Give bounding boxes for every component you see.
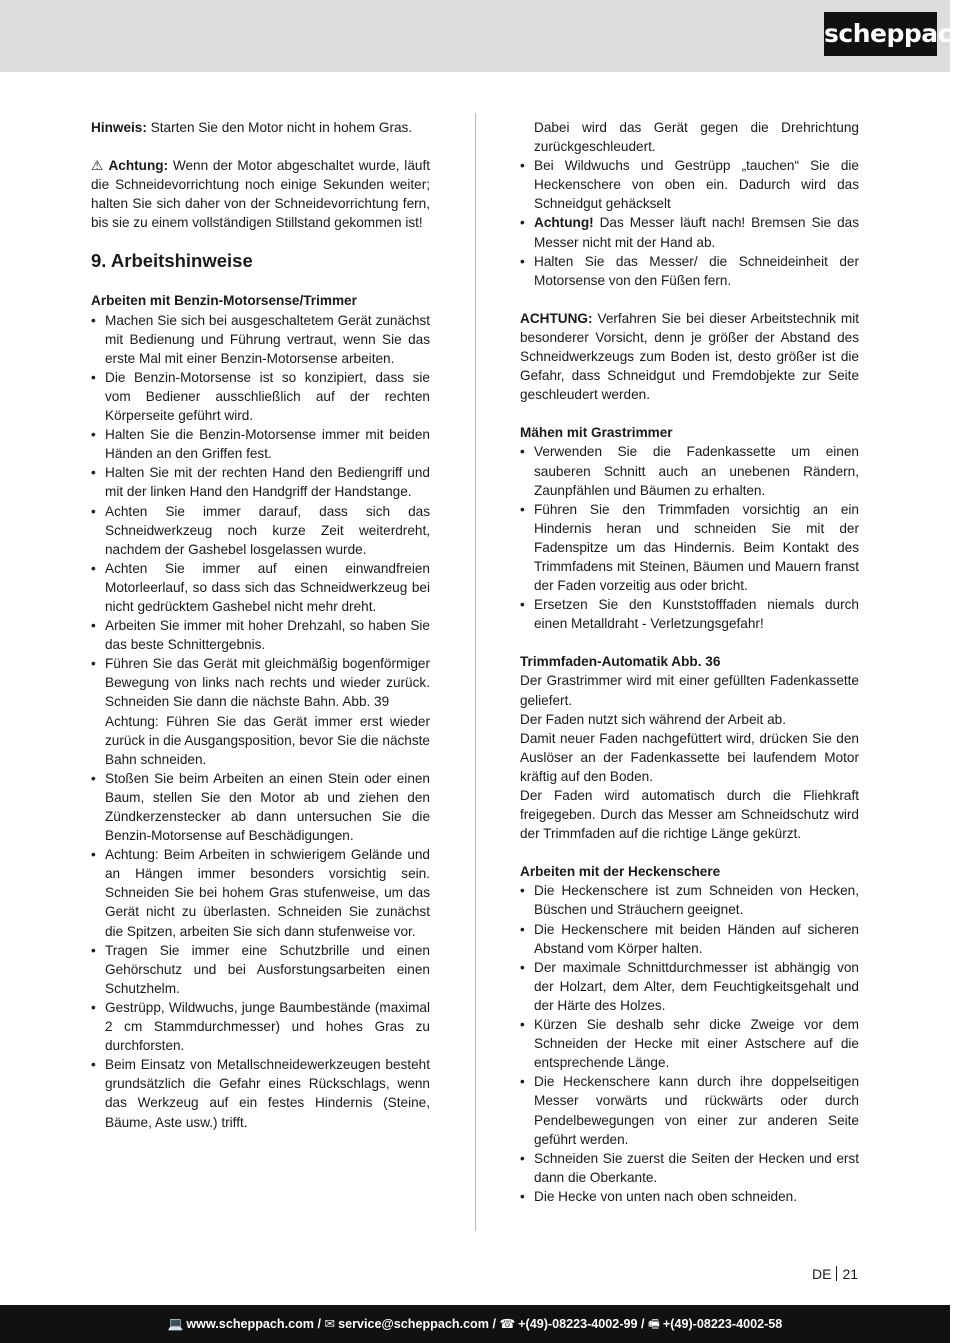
list-item: • Führen Sie den Trimmfaden vorsichtig an ein Hindernis heran und schneiden Sie mit der Fadenspitze um das Hindernis. Beim Kontakt des Trimmfadens mit Steinen, Bäumen und Mauern franst der Faden vorzeitig aus oder bricht. [520,500,859,595]
hint-label: Hinweis: [91,120,147,135]
caution-text: Verfahren Sie bei dieser Arbeitstechnik mit besonderer Vorsicht, denn je größer der Abstand des Schneidwerkzeugs zum Boden ist, desto größer ist die Gefahr, dass Schneidgut und Fremdobjekte zur Seite geschleudert werden. [520,310,859,403]
list-item: • Bei Wildwuchs und Gestrüpp „tauchen“ Sie die Heckenschere von oben ein. Dadurch wird das Schneidgut gehäckselt [520,156,859,213]
list-item: • Führen Sie das Gerät mit gleichmäßig bogenförmiger Bewegung von links nach rechts und wieder zurück. Schneiden Sie dann die nächste Bahn. Abb. 39 [91,654,430,711]
achtung-text: Das Messer läuft nach! Bremsen Sie das Messer nicht mit der Hand ab. [534,215,859,250]
warning-paragraph [91,156,430,232]
mail-icon: ✉ [324,1317,336,1331]
header-band [0,0,950,72]
list-item: • Halten Sie die Benzin-Motorsense immer mit beiden Händen an den Griffen fest. [91,425,430,463]
list-item: • Achten Sie immer auf einen einwandfreien Motorleerlauf, so dass sich das Schneidwerkzeug bei nicht gedrücktem Gashebel nicht mehr dreht. [91,559,430,616]
motorsense-list [91,311,430,712]
achtung-label: Achtung! [534,215,594,231]
fax-icon: 🖷 [648,1317,660,1331]
left-column [91,118,430,1132]
subheading-trimmfaden: Trimmfaden-Automatik Abb. 36 [520,654,721,670]
list-item: • Der maximale Schnittdurchmesser ist abhängig von der Holzart, dem Alter, dem Feuchtigkeitsgehalt und der Härte des Holzes. [520,958,859,1015]
list-item [520,213,859,251]
list-item: • Ersetzen Sie den Kunststofffaden niemals durch einen Metalldraht - Verletzungsgefahr! [520,595,859,633]
page-number [812,1264,858,1284]
list-item: • Achtung: Beim Arbeiten in schwierigem Gelände und an Hängen immer besonders vorsichtig sein. Schneiden Sie bei hohem Gras stufenweise, um das Gerät nicht zu überlasten. Schneiden Sie zunächst die Spitzen, arbeiten Sie sich dann stufenweise vor. [91,845,430,940]
list-item: • Die Heckenschere ist zum Schneiden von Hecken, Büschen und Sträuchern geeignet. [520,881,859,919]
grastrimmer-list [520,442,859,633]
footer-phone: +(49)-08223-4002-99 / [518,1317,645,1331]
right-column [520,118,859,1206]
paragraph: Damit neuer Faden nachgefüttert wird, drücken Sie den Auslöser an der Fadenkassette bei laufendem Motor kräftig auf den Boden. [520,730,859,784]
continued-list [520,156,859,290]
column-divider [475,113,476,1231]
list-item: • Die Heckenschere mit beiden Händen auf sicheren Abstand vom Körper halten. [520,920,859,958]
list-item: • Schneiden Sie zuerst die Seiten der Hecken und erst dann die Oberkante. [520,1149,859,1187]
footer-web[interactable]: www.scheppach.com / [186,1317,321,1331]
continued-text: Dabei wird das Gerät gegen die Drehrichtung zurückgeschleudert. [534,120,859,155]
list-item: • Gestrüpp, Wildwuchs, junge Baumbestände (maximal 2 cm Stammdurchmesser) und hohes Gras zu durchforsten. [91,998,430,1055]
phone-icon: ☎ [499,1317,516,1331]
list-item: • Machen Sie sich bei ausgeschaltetem Gerät zunächst mit Bedienung und Führung vertraut, wenn Sie das erste Mal mit einer Benzin-Motorsense arbeiten. [91,311,430,368]
footer-mail[interactable]: service@scheppach.com / [338,1317,496,1331]
footer-fax: +(49)-08223-4002-58 [662,1317,783,1331]
list-item: • Achten Sie immer darauf, dass sich das Schneidwerkzeug noch kurze Zeit weiterdreht, nachdem der Gashebel losgelassen wurde. [91,502,430,559]
list-item: • Tragen Sie immer eine Schutzbrille und einen Gehörschutz und bei Ausforstungsarbeiten einen Schutzhelm. [91,941,430,998]
list-item: • Die Hecke von unten nach oben schneiden. [520,1187,859,1206]
heckenschere-list [520,881,859,1206]
motorsense-list-2 [91,769,430,1132]
bullet-note: Achtung: Führen Sie das Gerät immer erst wieder zurück in die Ausgangsposition, bevor Sie die nächste Bahn schneiden. [105,713,430,767]
computer-icon: 💻 [167,1317,184,1331]
warning-icon: ⚠ [91,158,105,174]
list-item: • Arbeiten Sie immer mit hoher Drehzahl, so haben Sie das beste Schnittergebnis. [91,616,430,654]
warning-label: Achtung: [104,158,169,174]
warning-text: Wenn der Motor abgeschaltet wurde, läuft die Schneidevorrichtung noch einige Sekunden weiter; halten Sie sich daher von der Schneidevorrichtung fern, bis sie zu einem vollständigen Stillstand gekommen ist! [91,158,431,231]
list-item: • Kürzen Sie deshalb sehr dicke Zweige vor dem Schneiden der Hecke mit einer Astschere auf die entsprechende Länge. [520,1015,859,1072]
subheading-grastrimmer: Mähen mit Grastrimmer [520,425,673,441]
list-item: • Die Benzin-Motorsense ist so konzipiert, dass sie vom Bediener ausschließlich auf der rechten Körperseite geführt wird. [91,368,430,425]
page-index: 21 [842,1266,859,1282]
caution-paragraph [520,309,859,404]
list-item: • Halten Sie mit der rechten Hand den Bediengriff und mit der linken Hand den Handgriff der Handstange. [91,463,430,501]
brand-logo: scheppach [824,12,937,56]
paragraph: Der Grastrimmer wird mit einer gefüllten Fadenkassette geliefert. [520,673,859,708]
subheading-heckenschere: Arbeiten mit der Heckenschere [520,864,721,880]
hint-text: Starten Sie den Motor nicht in hohem Gras. [146,120,413,135]
list-item: • Verwenden Sie die Fadenkassette um einen sauberen Schnitt auch an unebenen Rändern, Zaunpfählen und Bäumen zu erhalten. [520,442,859,499]
list-item: • Die Heckenschere kann durch ihre doppelseitigen Messer vorwärts und rückwärts oder durch Pendelbewegungen von einer zur anderen Seite geführt werden. [520,1072,859,1148]
subheading-motorsense: Arbeiten mit Benzin-Motorsense/Trimmer [91,293,357,309]
paragraph: Der Faden wird automatisch durch die Fliehkraft freigegeben. Durch das Messer am Schneidschutz wird der Trimmfaden auf die richtige Länge gekürzt. [520,788,859,842]
paragraph: Der Faden nutzt sich während der Arbeit ab. [520,711,786,727]
page-separator [836,1266,837,1281]
list-item: • Beim Einsatz von Metallschneidewerkzeugen besteht grundsätzlich die Gefahr eines Rückschlags, wenn das Werkzeug auf ein festes Hindernis (Steine, Bäume, Aste usw.) trifft. [91,1055,430,1131]
section-title: 9. Arbeitshinweise [91,250,253,272]
footer-bar [0,1305,950,1343]
page-language: DE [812,1266,832,1282]
list-item: • Halten Sie das Messer/ die Schneideinheit der Motorsense von den Füßen fern. [520,252,859,290]
list-item: • Stoßen Sie beim Arbeiten an einen Stein oder einen Baum, stellen Sie den Motor ab und ziehen den Zündkerzenstecker ab dann untersuchen Sie die Benzin-Motorsense auf Beschädigungen. [91,769,430,845]
hint-paragraph [91,118,430,137]
caution-label: ACHTUNG: [520,310,593,326]
